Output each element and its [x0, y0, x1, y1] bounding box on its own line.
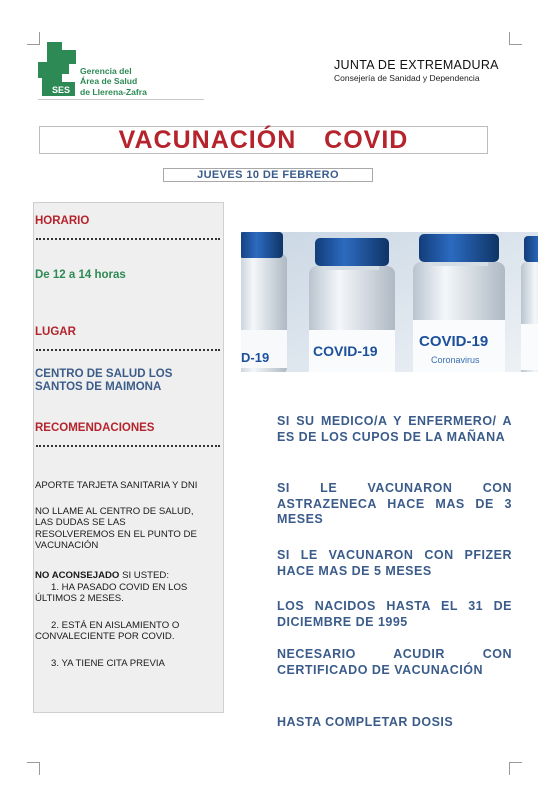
lugar-value — [35, 368, 172, 394]
condition-item: 3. YA TIENE CITA PREVIA — [51, 658, 165, 669]
junta-header — [334, 58, 499, 83]
dotted-divider — [36, 349, 220, 351]
condition-item: 2. ESTÁ EN AISLAMIENTO O CONVALECIENTE POR COVID. — [35, 620, 180, 643]
requirement-item: HASTA COMPLETAR DOSIS — [277, 715, 454, 729]
event-date: JUEVES 10 DE FEBRERO — [197, 169, 339, 181]
condition-item: 1. HA PASADO COVID EN LOS ÚLTIMOS 2 MESES. — [35, 582, 188, 605]
logo-acronym: SES — [51, 85, 71, 95]
crop-mark-top-right — [509, 32, 522, 45]
requirement-item: NECESARIO ACUDIR CON CERTIFICADO DE VACUNACIÓN — [277, 647, 512, 677]
ses-logo — [38, 40, 204, 100]
vial-sublabel: Coronavirus — [431, 355, 480, 365]
crop-mark-bottom-left — [27, 762, 40, 775]
vial-label: COVID-19 — [419, 333, 489, 350]
junta-title: JUNTA DE EXTREMADURA — [334, 58, 499, 72]
logo-line: Área de Salud — [80, 76, 138, 87]
vaccine-vials-illustration — [241, 232, 538, 372]
logo-line: Gerencia del — [80, 66, 132, 76]
ses-logo-icon — [38, 40, 80, 100]
date-box — [163, 168, 373, 182]
recomendaciones-heading: RECOMENDACIONES — [35, 422, 155, 434]
vaccine-vials-photo — [241, 232, 538, 372]
requirement-item: SI SU MEDICO/A Y ENFERMERO/ A ES DE LOS CUPOS DE LA MAÑANA — [277, 414, 512, 444]
lugar-heading: LUGAR — [35, 326, 76, 338]
no-aconsejado-heading: NO ACONSEJADO SI USTED: — [35, 570, 169, 581]
requirement-item: LOS NACIDOS HASTA EL 31 DE DICIEMBRE DE 1995 — [277, 599, 512, 629]
lugar-line: SANTOS DE MAIMONA — [35, 381, 162, 393]
recommendation-item: APORTE TARJETA SANITARIA Y DNI — [35, 480, 198, 491]
dotted-divider — [36, 238, 220, 240]
requirement-item: SI LE VACUNARON CON ASTRAZENECA HACE MAS DE 3 MESES — [277, 481, 512, 526]
horario-value: De 12 a 14 horas — [35, 269, 126, 281]
crop-mark-bottom-right — [509, 762, 522, 775]
vial-label: D-19 — [241, 350, 270, 365]
requirement-item: SI LE VACUNARON CON PFIZER HACE MAS DE 5 MESES — [277, 548, 512, 578]
lugar-line: CENTRO DE SALUD LOS — [35, 368, 173, 380]
info-sidebar — [33, 202, 224, 713]
logo-underline — [38, 99, 204, 100]
logo-text — [80, 66, 147, 97]
recommendation-item: NO LLAME AL CENTRO DE SALUD, LAS DUDAS SE LAS RESOLVEREMOS EN EL PUNTO DE VACUNACIÓN — [35, 506, 197, 551]
junta-subtitle: Consejería de Sanidad y Dependencia — [334, 73, 480, 83]
logo-line: de Llerena-Zafra — [80, 86, 147, 97]
horario-heading: HORARIO — [35, 215, 90, 227]
dotted-divider — [36, 445, 220, 447]
title-box — [39, 126, 488, 154]
page-title: VACUNACIÓN COVID — [118, 125, 409, 154]
vial-label: COVID-19 — [313, 343, 378, 359]
